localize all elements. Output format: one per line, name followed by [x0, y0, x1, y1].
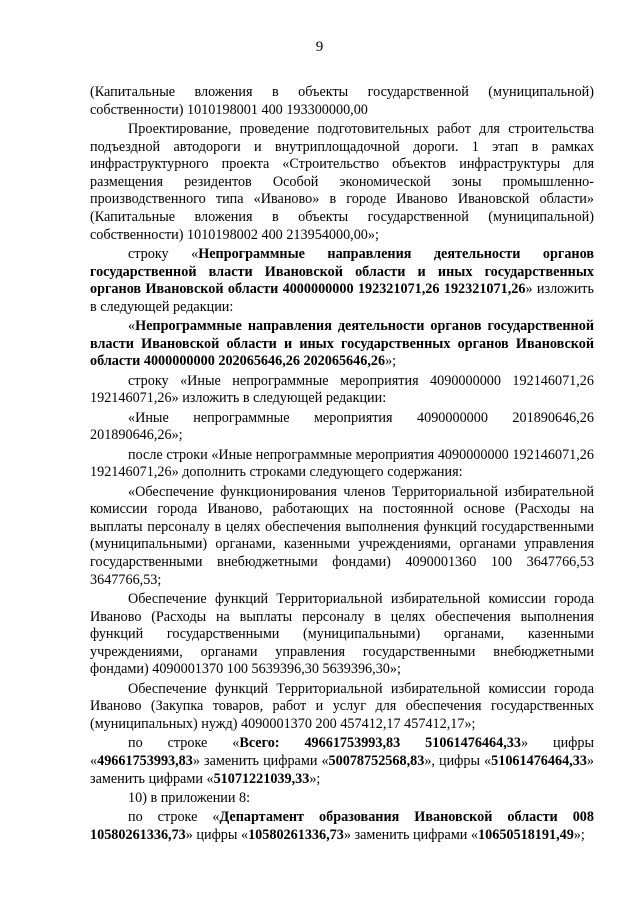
text-run: строку «Иные непрограммные мероприятия 4090000000 192146071,26 192146071,26» изложить в следующей редакции:: [90, 372, 594, 407]
text-run: » цифры «: [185, 826, 249, 843]
text-run: » заменить цифрами «: [90, 752, 594, 787]
paragraph: [90, 84, 594, 119]
text-run: «Иные непрограммные мероприятия 4090000000 201890646,26 201890646,26»;: [90, 409, 594, 444]
bold-text-run: 10580261336,73: [248, 826, 344, 843]
text-run: » заменить цифрами «: [192, 752, 329, 769]
text-run: «Обеспечение функционирования членов Территориальной избирательной комиссии города Иваново, работающих на постоянной основе (Расходы на выплаты персоналу в целях обеспечения выполнения функций государственными (муниципальными) органами, казенными учреждениями, органами управления государственными внебюджетными фондами) 4090001360 100 3647766,53 3647766,53;: [90, 483, 594, 588]
text-run: Обеспечение функций Территориальной избирательной комиссии города Иваново (Закупка товаров, работ и услуг для обеспечения государственных (муниципальных) нужд) 4090001370 200 457412,17 457412,17»;: [90, 680, 594, 732]
text-run: 10) в приложении 8:: [128, 789, 251, 806]
text-run: » заменить цифрами «: [343, 826, 479, 843]
paragraph: [90, 318, 594, 371]
page-number: 9: [315, 39, 324, 55]
paragraph: [90, 373, 594, 408]
bold-text-run: 51071221039,33: [213, 770, 310, 787]
bold-text-run: 51061476464,33: [491, 752, 587, 769]
text-run: строку «: [128, 245, 199, 262]
bold-text-run: 49661753993,83: [97, 752, 193, 769]
text-run: » цифры «: [90, 735, 594, 769]
text-run: » изложить в следующей редакции:: [90, 281, 594, 315]
text-run: », цифры «: [424, 752, 492, 769]
text-run: после строки «Иные непрограммные мероприятия 4090000000 192146071,26 192146071,26» дополнить строками следующего содержания:: [90, 446, 594, 481]
paragraph: [90, 484, 594, 590]
text-run: »;: [385, 353, 397, 370]
paragraph: [90, 681, 594, 734]
bold-text-run: Непрограммные направления деятельности органов государственной власти Ивановской области и иных государственных органов Ивановской области 4000000000 202065646,26 202065646,26: [90, 318, 594, 370]
text-run: »;: [573, 826, 585, 843]
text-run: по строке «: [128, 735, 240, 752]
text-run: по строке «: [128, 809, 220, 826]
paragraph: [90, 447, 594, 482]
paragraph: [90, 246, 594, 316]
paragraph: [90, 121, 594, 244]
paragraph: [90, 735, 594, 788]
paragraph: [90, 809, 594, 844]
paragraph: [90, 410, 594, 445]
paragraph: [90, 790, 594, 808]
text-run: Обеспечение функций Территориальной избирательной комиссии города Иваново (Расходы на выплаты персоналу в целях обеспечения выполнения функций государственными (муниципальными) органами, казенными учреждениями, органами управления государственными внебюджетными фондами) 4090001370 100 5639396,30 5639396,30»;: [90, 591, 594, 678]
text-run: »;: [309, 770, 321, 787]
bold-text-run: Всего: 49661753993,83 51061476464,33: [239, 735, 521, 752]
bold-text-run: Непрограммные направления деятельности органов государственной власти Ивановской области и иных государственных органов Ивановской области 4000000000 192321071,26 192321071,26: [90, 245, 594, 298]
bold-text-run: 50078752568,83: [328, 752, 425, 769]
bold-text-run: 10650518191,49: [478, 826, 574, 843]
bold-text-run: Департамент образования Ивановской области 008 10580261336,73: [90, 809, 594, 843]
text-run: «: [128, 318, 136, 335]
paragraph: [90, 591, 594, 679]
document-body: [90, 84, 594, 846]
text-run: (Капитальные вложения в объекты государственной (муниципальной) собственности) 1010198001 400 193300000,00: [90, 84, 594, 118]
text-run: Проектирование, проведение подготовительных работ для строительства подъездной автодороги и внутриплощадочной дороги. 1 этап в рамках инфраструктурного проекта «Строительство объектов инфраструктуры для размещения резидентов Особой экономической зоны промышленно-производственного типа «Иваново» в городе Иваново Ивановской области» (Капитальные вложения в объекты государственной (муниципальной) собственности) 1010198002 400 213954000,00»;: [90, 120, 594, 243]
